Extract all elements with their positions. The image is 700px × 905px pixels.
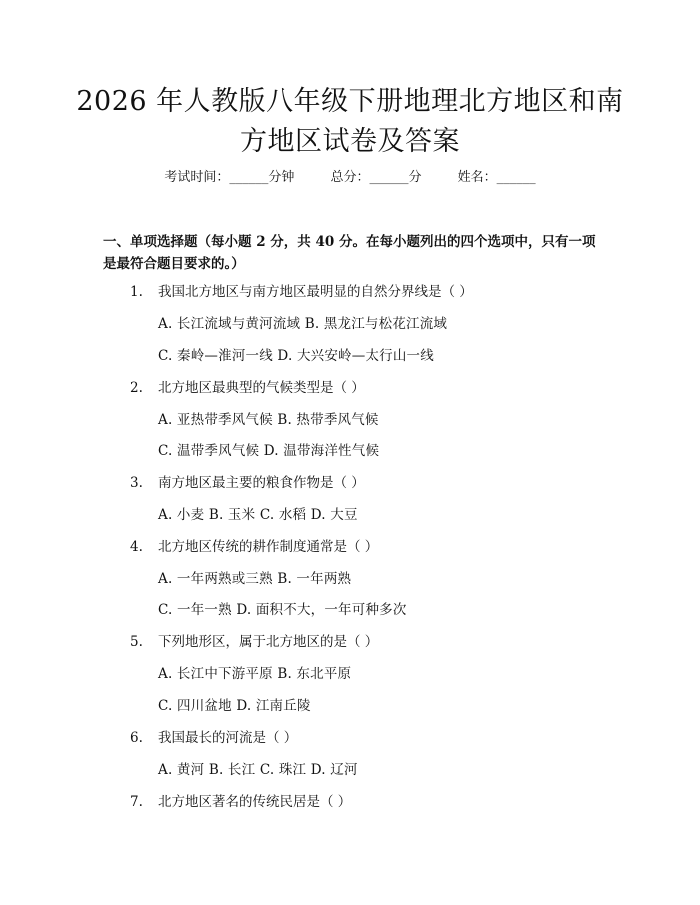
exam-title [60, 82, 640, 162]
question-5-options-line-1: A. 长江中下游平原 B. 东北平原 [158, 666, 352, 682]
question-4-options-line-1: A. 一年两熟或三熟 B. 一年两熟 [158, 571, 352, 587]
question-3 [130, 473, 365, 493]
question-number: 5. [130, 634, 143, 650]
question-number: 6. [130, 730, 143, 746]
exam-title-line-2: 方地区试卷及答案 [240, 126, 460, 157]
question-2 [130, 378, 365, 398]
question-4-options-line-2: C. 一年一熟 D. 面积不大，一年可种多次 [158, 602, 407, 618]
question-6-options-line-1: A. 黄河 B. 长江 C. 珠江 D. 辽河 [158, 762, 358, 778]
question-number: 1. [130, 284, 143, 300]
question-2-options-line-1: A. 亚热带季风气候 B. 热带季风气候 [158, 412, 379, 428]
question-number: 2. [130, 380, 143, 396]
question-7 [130, 792, 351, 812]
question-6 [130, 728, 297, 748]
total-score-field: 总分：______分 [330, 170, 422, 185]
question-stem: 我国最长的河流是（ ） [158, 730, 298, 746]
question-1 [130, 282, 473, 302]
section-heading: 一、单项选择题（每小题 2 分，共 40 分。在每小题列出的四个选项中，只有一项是最符合题目要求的。） [103, 234, 596, 272]
question-stem: 南方地区最主要的粮食作物是（ ） [158, 475, 365, 491]
question-stem: 北方地区传统的耕作制度通常是（ ） [158, 539, 379, 555]
question-stem: 下列地形区，属于北方地区的是（ ） [158, 634, 379, 650]
exam-meta [0, 168, 700, 188]
question-2-options-line-2: C. 温带季风气候 D. 温带海洋性气候 [158, 443, 380, 459]
question-number: 7. [130, 794, 143, 810]
question-3-options-line-1: A. 小麦 B. 玉米 C. 水稻 D. 大豆 [158, 507, 358, 523]
question-5-options-line-2: C. 四川盆地 D. 江南丘陵 [158, 698, 311, 714]
question-1-options-line-2: C. 秦岭—淮河一线 D. 大兴安岭—太行山一线 [158, 348, 434, 364]
question-1-options-line-1: A. 长江流域与黄河流域 B. 黑龙江与松花江流域 [158, 316, 448, 332]
question-stem: 北方地区著名的传统民居是（ ） [158, 794, 352, 810]
question-number: 4. [130, 539, 143, 555]
question-4 [130, 537, 378, 557]
question-5 [130, 632, 378, 652]
question-number: 3. [130, 475, 143, 491]
exam-title-line-1: 2026 年人教版八年级下册地理北方地区和南 [76, 86, 624, 117]
exam-time-field: 考试时间：______分钟 [164, 170, 295, 185]
question-stem: 北方地区最典型的气候类型是（ ） [158, 380, 365, 396]
question-stem: 我国北方地区与南方地区最明显的自然分界线是（ ） [158, 284, 473, 300]
student-name-field: 姓名：______ [457, 170, 536, 185]
